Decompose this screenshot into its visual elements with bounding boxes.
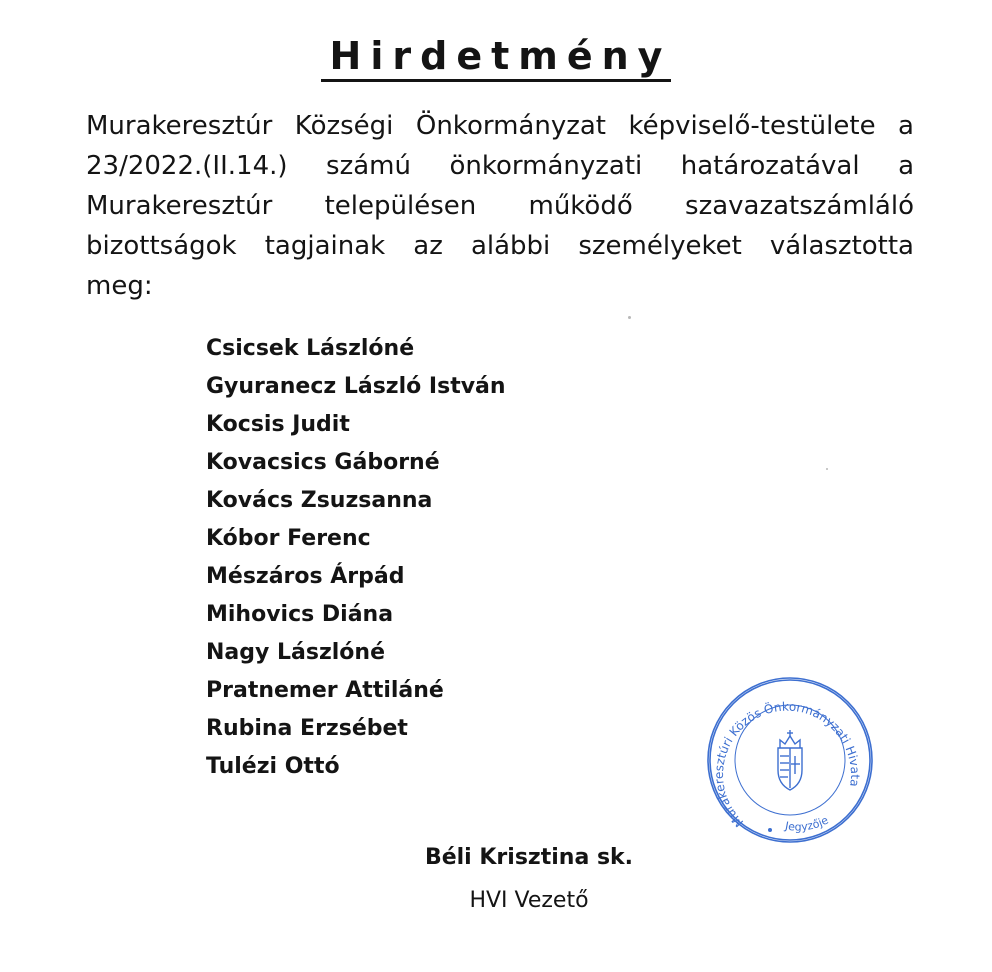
stamp-dot [768,828,772,832]
member-name: Kovacsics Gáborné [206,450,440,475]
stamp-bottom-text: Jegyzője [784,813,831,834]
member-name: Csicsek Lászlóné [206,336,415,361]
signer-name: Béli Krisztina sk. [424,845,634,870]
member-name: Gyuranecz László István [206,374,506,399]
member-name: Mihovics Diána [206,602,394,627]
paragraph-line: Murakeresztúr Községi Önkormányzat képviselő-testülete a [86,111,914,141]
paragraph-line: Murakeresztúr településen működő szavazatszámláló [86,191,914,221]
paragraph-line: 23/2022.(II.14.) számú önkormányzati határozatával a [86,151,914,181]
official-stamp [700,670,880,850]
notice-title-text: Hirdetmény [321,34,672,82]
member-name: Kocsis Judit [206,412,350,437]
member-name: Pratnemer Attiláné [206,678,444,703]
stamp-ring-text: Murakeresztúri Közös Önkormányzati Hivata [711,699,863,830]
member-name: Mészáros Árpád [206,564,405,589]
member-name: Kovács Zsuzsanna [206,488,433,513]
coat-of-arms-icon [778,730,802,790]
paragraph-line: bizottságok tagjainak az alábbi személyeket választotta [86,231,914,261]
member-name: Tulézi Ottó [206,754,340,779]
member-name: Rubina Erzsébet [206,716,408,741]
stamp-graphic [700,670,880,850]
member-name: Nagy Lászlóné [206,640,386,665]
scan-speck [628,316,631,319]
scan-speck [826,468,828,470]
notice-title [0,34,992,78]
signer-role: HVI Vezető [469,888,589,913]
notice-paragraph [86,106,914,306]
member-name: Kóbor Ferenc [206,526,371,551]
member-list [206,330,506,786]
paragraph-line-last: meg: [86,271,153,301]
